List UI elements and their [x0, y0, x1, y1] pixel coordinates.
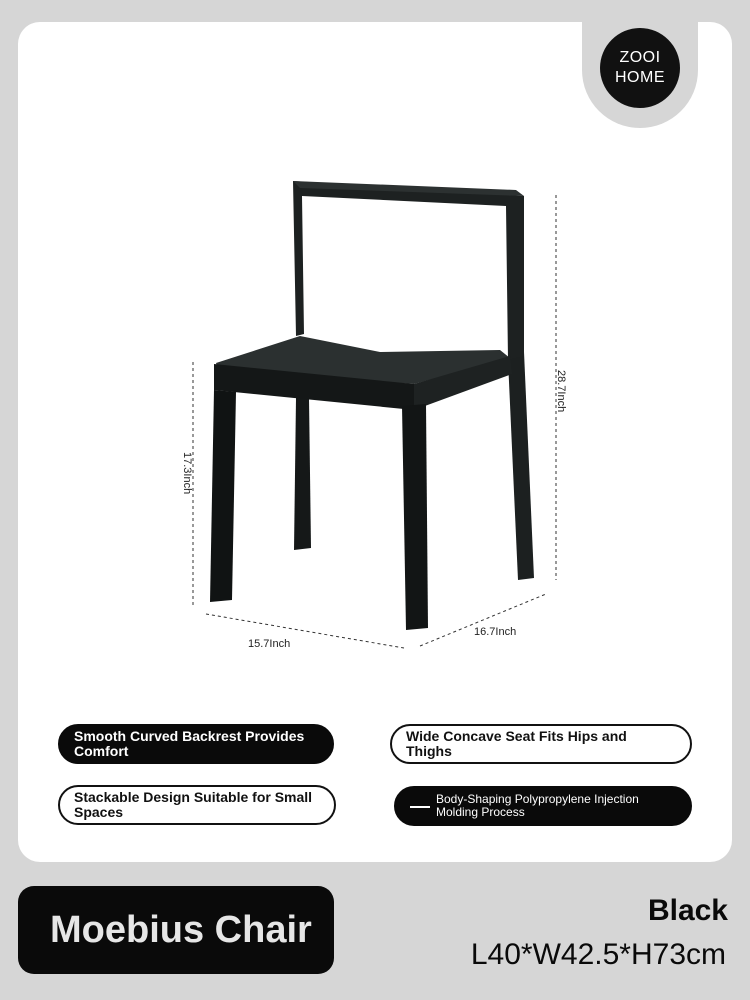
- back-left-leg: [294, 398, 311, 550]
- depth-dimension: 16.7Inch: [474, 626, 517, 638]
- width-guide-line: [206, 614, 404, 648]
- product-size: L40*W42.5*H73cm: [470, 938, 726, 971]
- feature-stackable: [58, 785, 336, 825]
- logo-line-1: ZOOI: [619, 49, 661, 66]
- product-title-badge: [18, 886, 334, 974]
- back-right-leg: [508, 352, 534, 580]
- backrest: [293, 181, 524, 360]
- front-left-leg: [210, 390, 236, 602]
- feature-seat: [390, 724, 692, 764]
- product-color: Black: [647, 894, 728, 927]
- feature-seat-text: Wide Concave Seat Fits Hips and Thighs: [406, 728, 627, 759]
- feature-backrest-text: Smooth Curved Backrest Provides Comfort: [74, 728, 305, 759]
- dash-icon: [410, 806, 430, 808]
- height-dimension: 28.7Inch: [555, 370, 567, 413]
- feature-material: [394, 786, 692, 826]
- depth-guide-line: [420, 594, 546, 646]
- logo-line-2: HOME: [615, 69, 665, 86]
- seat-height-dimension: 17.3Inch: [181, 452, 193, 495]
- width-dimension: 15.7Inch: [248, 638, 291, 650]
- feature-backrest: [58, 724, 334, 764]
- feature-material-text: Body-Shaping Polypropylene Injection Molding Process: [436, 792, 639, 819]
- front-right-leg: [402, 404, 428, 630]
- product-name: Moebius Chair: [50, 908, 312, 951]
- feature-stackable-text: Stackable Design Suitable for Small Spaces: [74, 789, 313, 820]
